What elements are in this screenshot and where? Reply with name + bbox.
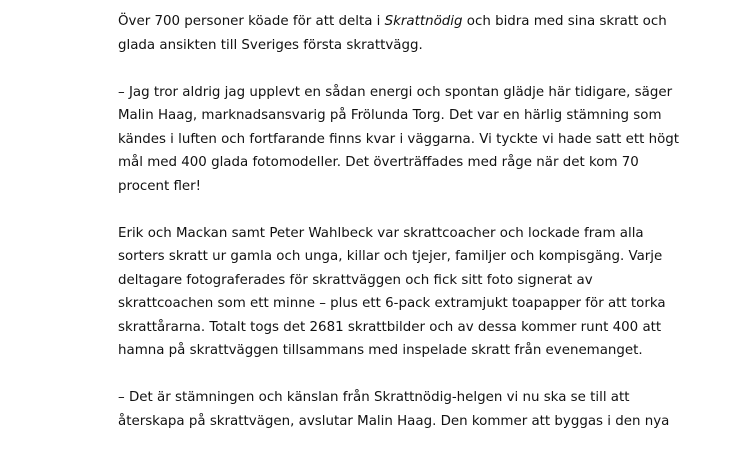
event-name-italic: Skrattnödig <box>384 14 463 29</box>
text-line: sorters skratt ur gamla och unga, killar och tjejer, familjer och kompisgäng. Varje <box>118 249 663 264</box>
text-line: återskapa på skrattvägen, avslutar Malin Haag. Den kommer att byggas i den nya <box>118 413 670 429</box>
text-line: Malin Haag, marknadsansvarig på Frölunda Torg. Det var en härlig stämning som <box>118 108 662 123</box>
text-line: glada ansikten till Sveriges första skrattvägg. <box>118 37 423 53</box>
text-line: kändes i luften och fortfarande finns kvar i väggarna. Vi tyckte vi hade satt ett högt <box>118 131 680 147</box>
text-line: Över 700 personer köade för att delta i Skrattnödig och bidra med sina skratt och <box>118 14 667 29</box>
text-line: skrattårarna. Totalt togs det 2681 skrattbilder och av dessa kommer runt 400 att <box>118 319 662 335</box>
paragraph-intro <box>118 10 718 57</box>
text-line: Erik och Mackan samt Peter Wahlbeck var skrattcoacher och lockade fram alla <box>118 225 644 241</box>
text-line: – Jag tror aldrig jag upplevt en sådan energi och spontan glädje här tidigare, säger <box>118 84 673 100</box>
text-line: procent fler! <box>118 178 202 194</box>
text-line: skrattcoachen som ett minne – plus ett 6-pack extramjukt toapapper för att torka <box>118 296 666 311</box>
article-body <box>118 10 718 457</box>
text-line: – Det är stämningen och känslan från Skrattnödig-helgen vi nu ska se till att <box>118 390 630 405</box>
paragraph-quote-malin <box>118 81 718 199</box>
paragraph-coaches <box>118 222 718 363</box>
text-line: mål med 400 glada fotomodeller. Det överträffades med råge när det kom 70 <box>118 155 639 170</box>
paragraph-closing-quote <box>118 386 718 433</box>
text-line: deltagare fotograferades för skrattväggen och fick sitt foto signerat av <box>118 272 593 288</box>
text-line: hamna på skrattväggen tillsammans med inspelade skratt från evenemanget. <box>118 343 643 358</box>
